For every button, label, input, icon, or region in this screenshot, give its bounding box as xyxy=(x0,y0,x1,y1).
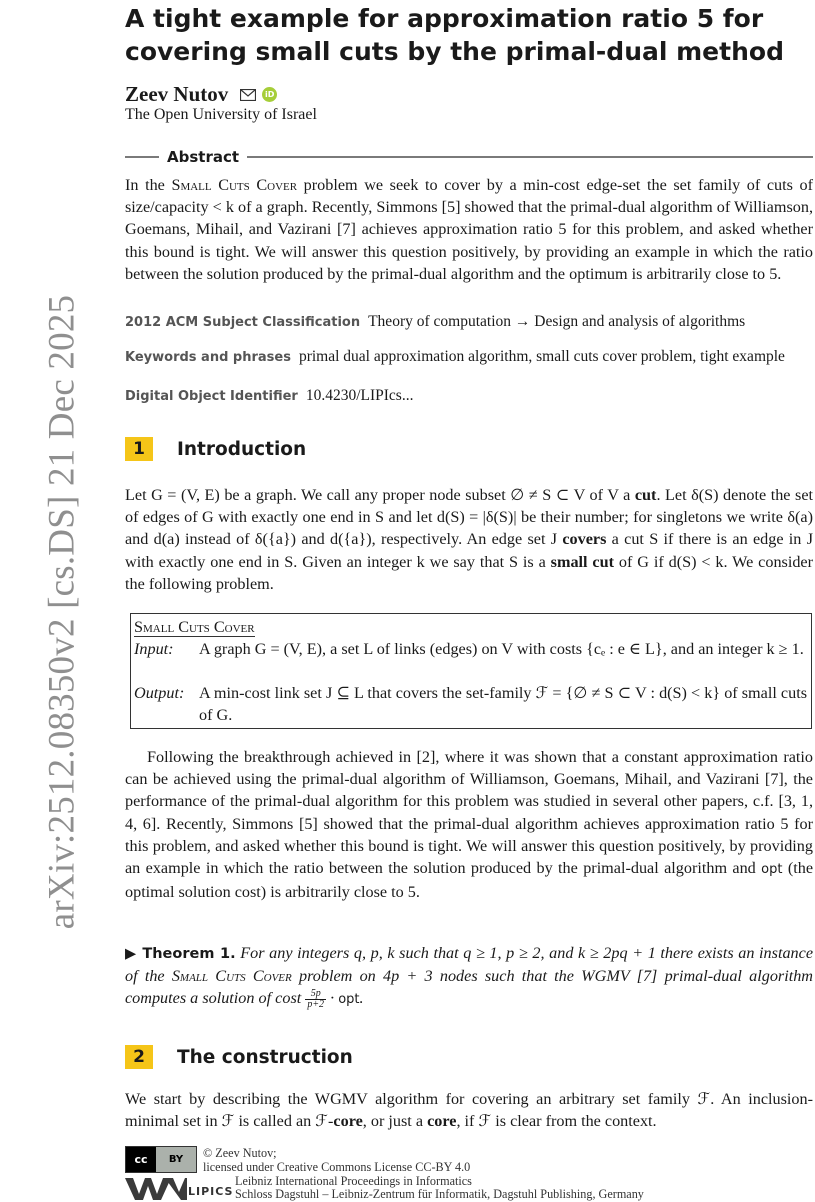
fraction: $\frac{5p}{p+2}$ xyxy=(307,988,325,1011)
title-line-1: A tight example for approximation ratio 5 for xyxy=(125,4,764,33)
acm-label: 2012 ACM Subject Classification xyxy=(125,315,361,330)
doi-label: Digital Object Identifier xyxy=(125,389,298,404)
input-text: A graph G = (V, E), a set L of links (edges) on V with costs {cₑ : e ∈ L}, and an integer k ≥ 1. xyxy=(199,640,804,658)
orcid-icon[interactable]: iD xyxy=(262,87,277,102)
lipics-logo-icon xyxy=(125,1176,187,1200)
arxiv-identifier-stamp: arXiv:2512.08350v2 [cs.DS] 21 Dec 2025 xyxy=(41,294,83,930)
copyright-line: © Zeev Nutov; xyxy=(203,1146,277,1160)
paper-title xyxy=(125,2,815,68)
title-line-2: covering small cuts by the primal-dual method xyxy=(125,37,784,66)
intro-paragraph-2: Following the breakthrough achieved in [2], where it was shown that a constant approximation ratio can be achieved using the primal-dual algorithm of Williamson, Goemans, Mihail, and Vazirani [7], the performance of the primal-dual algorithm for this problem was studied in several other papers, c.f. [3, 1, 4, 6]. Recently, Simmons [5] showed that the primal-dual algorithm achieves approximation ratio 5 for this problem, and asked whether this bound is tight. We will answer this question positively, by providing an example in which the ratio between the solution produced by the primal-dual algorithm and opt (the optimal solution cost) is arbitrarily close to 5. xyxy=(125,748,814,902)
rule-divider xyxy=(125,156,159,158)
problem-definition-box xyxy=(130,613,812,729)
rule-divider xyxy=(247,156,813,158)
section-title: Introduction xyxy=(177,438,307,460)
problem-name: Small Cuts Cover xyxy=(171,176,298,194)
publisher-line: Schloss Dagstuhl – Leibniz-Zentrum für Informatik, Dagstuhl Publishing, Germany xyxy=(235,1187,644,1201)
author-affiliation: The Open University of Israel xyxy=(125,106,317,123)
construction-paragraph: We start by describing the WGMV algorithm for covering an arbitrary set family ℱ. An inclusion-minimal set in ℱ is called an ℱ-core, or just a core, if ℱ is clear from the context. xyxy=(125,1090,813,1131)
theorem-label: ▶ Theorem 1. xyxy=(125,946,236,962)
page-footer xyxy=(125,1142,815,1200)
acm-value: Theory of computation → Design and analysis of algorithms xyxy=(368,313,746,330)
author-block xyxy=(125,82,277,107)
acm-classification xyxy=(125,313,813,331)
section-title: The construction xyxy=(177,1046,353,1068)
license-line: licensed under Creative Commons License CC-BY 4.0 xyxy=(203,1160,471,1174)
series-line: Leibniz International Proceedings in Informatics xyxy=(235,1174,472,1188)
author-name: Zeev Nutov xyxy=(125,82,229,106)
section-number: 2 xyxy=(125,1045,153,1069)
opt-symbol: opt xyxy=(761,862,783,878)
intro-paragraph-1: Let G = (V, E) be a graph. We call any proper node subset ∅ ≠ S ⊂ V of V a cut. Let δ(S) denote the set of edges of G with exactly one end in S and let d(S) = |δ(S)| be their number; for singletons we write δ(a) and d(a) instead of δ({a}) and d({a}), respectively. An edge set J covers a cut S if there is an edge in J with exactly one end in S. Given an integer k we say that S is a small cut of G if d(S) < k. We consider the following problem. xyxy=(125,486,814,593)
cc-by-license-badge[interactable] xyxy=(125,1146,197,1173)
keywords-value: primal dual approximation algorithm, small cuts cover problem, tight example xyxy=(298,348,785,365)
doi-value[interactable]: 10.4230/LIPIcs... xyxy=(305,387,414,404)
section-2-heading xyxy=(125,1044,353,1070)
problem-box-title: Small Cuts Cover xyxy=(134,618,255,636)
cc-icon: cc xyxy=(126,1147,156,1172)
email-icon[interactable] xyxy=(240,89,256,101)
output-text: A min-cost link set J ⊆ L that covers the set-family ℱ = {∅ ≠ S ⊂ V : d(S) < k} of small cuts of G. xyxy=(199,684,807,724)
doi xyxy=(125,387,813,405)
section-number: 1 xyxy=(125,437,153,461)
abstract-heading xyxy=(125,146,813,168)
keywords xyxy=(125,348,813,366)
by-icon: BY xyxy=(156,1147,196,1172)
output-label: Output: xyxy=(134,684,185,702)
input-label: Input: xyxy=(134,640,174,658)
abstract-text: In the Small Cuts Cover problem we seek to cover by a min-cost edge-set the set family of cuts of size/capacity < k of a graph. Recently, Simmons [5] showed that the primal-dual algorithm of Williamson, Goemans, Mihail, and Vazirani [7] achieves approximation ratio 5 for this problem, and asked whether this bound is tight. We will answer this question positively, by providing an example in which the ratio between the solution produced by the primal-dual algorithm and the optimum is arbitrarily close to 5. xyxy=(125,176,813,283)
abstract-label: Abstract xyxy=(167,148,240,166)
section-1-heading xyxy=(125,436,306,462)
theorem-1: ▶ Theorem 1. For any integers q, p, k such that q ≥ 1, p ≥ 2, and k ≥ 2pq + 1 there exists an instance of the Small Cuts Cover problem on 4p + 3 nodes such that the WGMV [7] primal-dual algorithm computes a solution of cost $\frac{5p}{p+2}$ · opt. xyxy=(125,944,814,1011)
lipics-wordmark: LIPICS xyxy=(188,1185,234,1198)
keywords-label: Keywords and phrases xyxy=(125,350,291,365)
